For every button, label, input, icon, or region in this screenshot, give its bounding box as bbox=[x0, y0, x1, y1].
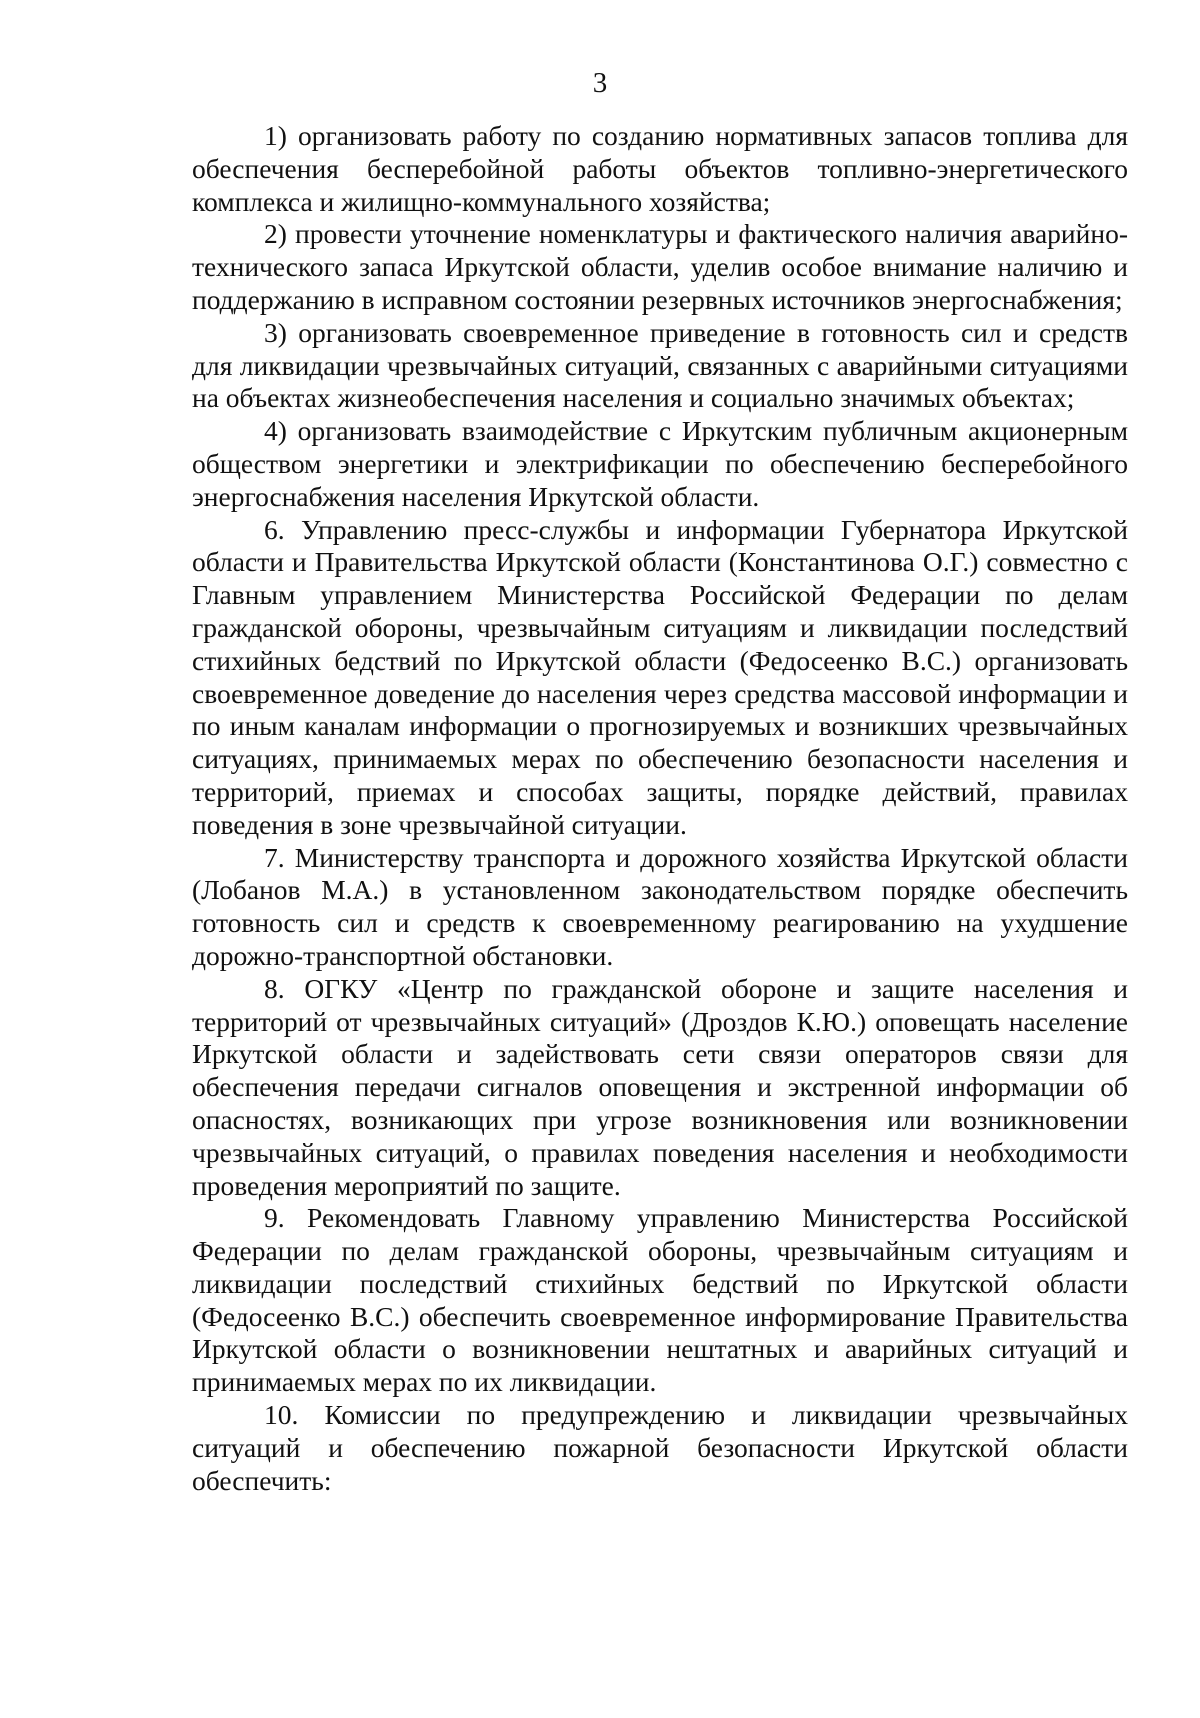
paragraph-item-3: 3) организовать своевременное приведение в готовность сил и средств для ликвидации чрезвычайных ситуаций, связанных с аварийными ситуациями на объектах жизнеобеспечения населения и социально значимых объектах; bbox=[192, 316, 1128, 414]
paragraph-point-9: 9. Рекомендовать Главному управлению Министерства Российской Федерации по делам гражданской обороны, чрезвычайным ситуациям и ликвидации последствий стихийных бедствий по Иркутской области (Федосеенко В.С.) обеспечить своевременное информирование Правительства Иркутской области о возникновении нештатных и аварийных ситуаций и принимаемых мерах по их ликвидации. bbox=[192, 1202, 1128, 1398]
paragraph-item-1: 1) организовать работу по созданию нормативных запасов топлива для обеспечения бесперебойной работы объектов топливно-энергетического комплекса и жилищно-коммунального хозяйства; bbox=[192, 120, 1128, 217]
paragraph-item-4: 4) организовать взаимодействие с Иркутским публичным акционерным обществом энергетики и электрификации по обеспечению бесперебойного энергоснабжения населения Иркутской области. bbox=[192, 415, 1128, 512]
document-body bbox=[192, 120, 1128, 1497]
paragraph-point-8: 8. ОГКУ «Центр по гражданской обороне и защите населения и территорий от чрезвычайных ситуаций» (Дроздов К.Ю.) оповещать население Иркутской области и задействовать сети связи операторов связи для обеспечения передачи сигналов оповещения и экстренной информации об опасностях, возникающих при угрозе возникновения или возникновении чрезвычайных ситуаций, о правилах поведения населения и необходимости проведения мероприятий по защите. bbox=[192, 972, 1128, 1201]
paragraph-point-7: 7. Министерству транспорта и дорожного хозяйства Иркутской области (Лобанов М.А.) в установленном законодательством порядке обеспечить готовность сил и средств к своевременному реагированию на ухудшение дорожно-транспортной обстановки. bbox=[192, 841, 1128, 971]
paragraph-point-6: 6. Управлению пресс-службы и информации Губернатора Иркутской области и Правительства Иркутской области (Константинова О.Г.) совместно с Главным управлением Министерства Российской Федерации по делам гражданской обороны, чрезвычайным ситуациям и ликвидации последствий стихийных бедствий по Иркутской области (Федосеенко В.С.) организовать своевременное доведение до населения через средства массовой информации и по иным каналам информации о прогнозируемых и возникших чрезвычайных ситуациях, принимаемых мерах по обеспечению безопасности населения и территорий, приемах и способах защиты, порядке действий, правилах поведения в зоне чрезвычайной ситуации. bbox=[192, 513, 1128, 840]
page-number: 3 bbox=[592, 67, 608, 99]
paragraph-point-10: 10. Комиссии по предупреждению и ликвидации чрезвычайных ситуаций и обеспечению пожарной безопасности Иркутской области обеспечить: bbox=[192, 1399, 1128, 1496]
paragraph-item-2: 2) провести уточнение номенклатуры и фактического наличия аварийно-технического запаса Иркутской области, уделив особое внимание наличию и поддержанию в исправном состоянии резервных источников энергоснабжения; bbox=[192, 218, 1128, 315]
